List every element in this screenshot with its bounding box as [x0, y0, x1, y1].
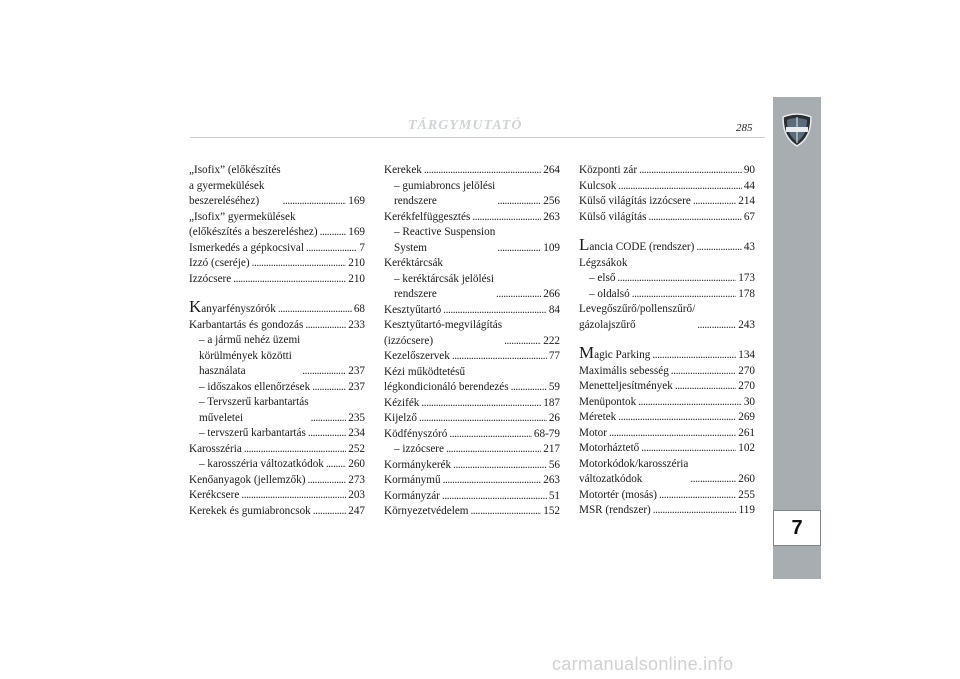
lancia-badge-icon: [781, 113, 813, 147]
index-entry-text: Kézifék: [384, 396, 420, 409]
index-entry-text: Kesztyűtartó-megvilágítás (izzócsere): [384, 319, 503, 347]
index-entry-text: Kormányzár: [384, 489, 440, 502]
dot-leader: [244, 442, 346, 458]
index-entry-page: 7: [359, 241, 365, 254]
index-entry: [189, 395, 365, 426]
index-entry-text: Külső világítás: [579, 210, 647, 223]
index-entry-page: 119: [738, 504, 755, 516]
dot-leader: [233, 272, 346, 288]
index-entry: [579, 163, 755, 179]
index-entry-page: 134: [738, 349, 755, 361]
dot-leader: [419, 411, 547, 427]
index-entry-text: Külső világítás izzócsere: [579, 195, 691, 207]
index-entry: [384, 473, 560, 489]
dot-leader: [424, 163, 541, 179]
dot-leader: [252, 256, 347, 272]
index-entry-text: Karosszéria: [189, 442, 242, 455]
dot-leader: [278, 302, 352, 318]
index-entry-page: 187: [543, 396, 560, 409]
index-entry: [579, 287, 755, 303]
index-entry-text: Légzsákok: [579, 256, 628, 269]
index-entry: [189, 297, 365, 318]
index-entry: [384, 396, 560, 412]
dot-leader: [496, 287, 541, 303]
index-entry-page: 214: [738, 195, 755, 207]
dot-leader: [311, 411, 347, 427]
index-entry-page: 178: [738, 287, 755, 300]
dot-leader: [638, 395, 742, 411]
dot-leader: [696, 240, 741, 256]
section-initial: L: [579, 235, 590, 254]
index-entry-text: Kerekek: [384, 164, 422, 176]
index-entry: [189, 163, 365, 210]
index-entry-page: 90: [743, 164, 755, 176]
index-entry-page: 84: [548, 303, 560, 316]
index-entry: [579, 395, 755, 411]
dot-leader: [449, 427, 532, 443]
index-entry-page: 237: [348, 365, 365, 377]
index-entry: [579, 379, 755, 395]
index-entry-page: 263: [543, 474, 560, 486]
index-entry-text: Kijelző: [384, 412, 417, 424]
index-entry: [579, 256, 755, 272]
index-entry-text: Kormánykerék: [384, 458, 452, 471]
index-entry: [384, 427, 560, 443]
index-entry-text: Központi zár: [579, 164, 638, 176]
index-entry-text: Ködfényszóró: [384, 427, 448, 440]
index-entry: [189, 210, 365, 241]
index-entry: [189, 318, 365, 334]
index-entry: [384, 303, 560, 319]
index-entry: [579, 302, 755, 333]
index-entry-text: – oldalsó: [589, 287, 630, 300]
index-entry-text: – tervszerű karbantartás: [199, 427, 306, 439]
dot-leader: [618, 410, 736, 426]
index-entry-page: 233: [348, 318, 365, 331]
dot-leader: [690, 472, 736, 488]
index-entry-text: Maximális sebesség: [579, 364, 669, 377]
index-entry-page: 263: [543, 210, 560, 223]
index-entry-text: – a jármű nehéz üzemi körülmények közötti használata: [199, 334, 301, 377]
index-entry-page: 243: [738, 318, 755, 331]
header-divider: [190, 137, 765, 138]
index-entry-text: Kulcsok: [579, 179, 617, 192]
index-entry: [189, 256, 365, 272]
index-column-1: [189, 163, 365, 519]
index-column-2: [384, 163, 560, 520]
index-entry: [579, 194, 755, 210]
dot-leader: [446, 442, 541, 458]
index-entry-page: 260: [738, 473, 755, 485]
dot-leader: [511, 380, 547, 396]
index-entry-text: Környezetvédelem: [384, 505, 469, 517]
dot-leader: [497, 241, 541, 257]
index-entry-text: MSR (rendszer): [579, 504, 651, 516]
index-entry: [579, 343, 755, 364]
index-entry: [384, 504, 560, 520]
index-entry-page: 67: [743, 210, 755, 223]
index-entry-text: Motorkódok/karosszéria változatkódok: [579, 457, 689, 485]
index-entry: [384, 442, 560, 458]
index-entry: [384, 210, 560, 226]
index-entry-page: 169: [348, 195, 365, 207]
index-entry-text: – első: [589, 272, 616, 284]
index-entry-page: 102: [738, 442, 755, 454]
index-entry-text: Menetteljesítmények: [579, 380, 673, 392]
index-entry-page: 270: [738, 380, 755, 392]
index-entry-text: – gumiabroncs jelölési rendszere: [394, 179, 496, 207]
dot-leader: [442, 489, 547, 505]
dot-leader: [326, 457, 346, 473]
index-entry-page: 217: [543, 443, 560, 455]
index-entry-text: – karosszéria változatkódok: [199, 458, 324, 470]
dot-leader: [308, 473, 347, 489]
dot-leader: [652, 348, 736, 364]
index-entry-page: 270: [738, 364, 755, 377]
dot-leader: [675, 379, 736, 395]
index-entry: [189, 473, 365, 489]
dot-leader: [472, 210, 541, 226]
dot-leader: [653, 503, 737, 519]
index-entry-text: Kerékcsere: [189, 489, 240, 501]
index-entry-text: Kesztyűtartó: [384, 303, 442, 316]
index-entry-page: 237: [348, 380, 365, 393]
index-entry: [579, 210, 755, 226]
dot-leader: [308, 426, 346, 442]
dot-leader: [241, 488, 346, 504]
index-entry-page: 173: [738, 272, 755, 284]
dot-leader: [283, 194, 347, 210]
index-entry-page: 56: [548, 458, 560, 471]
index-entry: [384, 163, 560, 179]
index-entry-page: 260: [348, 458, 365, 470]
index-column-3: [579, 163, 755, 519]
index-entry: [384, 349, 560, 365]
index-entry-page: 264: [543, 164, 560, 176]
dot-leader: [609, 426, 736, 442]
dot-leader: [632, 287, 737, 303]
dot-leader: [306, 241, 357, 257]
dot-leader: [312, 380, 346, 396]
index-entry-page: 247: [348, 504, 365, 517]
index-entry-text: Ismerkedés a gépkocsival: [189, 241, 304, 254]
index-entry: [384, 489, 560, 505]
section-initial: M: [579, 343, 595, 362]
watermark-text: carmanualsonline.info: [552, 654, 734, 674]
chapter-sidebar: [773, 97, 821, 579]
dot-leader: [697, 318, 736, 334]
section-initial: K: [189, 297, 202, 316]
page-number: 285: [736, 122, 753, 134]
index-entry: [189, 272, 365, 288]
index-entry: [579, 410, 755, 426]
index-entry: [579, 488, 755, 504]
index-entry: [189, 488, 365, 504]
index-entry-text: Lancia CODE (rendszer): [579, 235, 695, 254]
chapter-number: 7: [773, 510, 821, 546]
index-entry: [384, 272, 560, 303]
index-entry-text: Karbantartás és gondozás: [189, 318, 304, 331]
index-entry-text: Keréktárcsák: [384, 257, 444, 269]
index-entry: [189, 333, 365, 380]
index-entry: [384, 411, 560, 427]
index-entry-page: 273: [348, 473, 365, 486]
index-entry-page: 77: [548, 350, 560, 362]
index-entry: [189, 426, 365, 442]
index-entry: [579, 426, 755, 442]
index-entry-page: 68-79: [533, 427, 560, 440]
index-entry-text: Levegőszűrő/pollenszűrő/ gázolajszűrő: [579, 303, 696, 331]
index-entry-page: 203: [348, 489, 365, 501]
index-entry-text: Magic Parking: [579, 343, 651, 362]
index-entry-page: 109: [543, 241, 560, 254]
index-entry-page: 44: [743, 179, 755, 192]
index-entry-text: Kezelőszervek: [384, 350, 450, 362]
index-entry: [579, 457, 755, 488]
index-entry-page: 210: [348, 272, 365, 285]
index-entry-page: 51: [548, 489, 560, 502]
dot-leader: [618, 179, 742, 195]
dot-leader: [497, 194, 541, 210]
index-entry-page: 152: [543, 505, 560, 517]
index-entry-text: Kézi működtetésű légkondicionáló berendezés: [384, 365, 509, 393]
dot-leader: [641, 441, 736, 457]
index-entry: [189, 457, 365, 473]
index-entry: [189, 241, 365, 257]
index-entry-text: Kormánymű: [384, 474, 441, 486]
index-entry-text: – izzócsere: [394, 443, 444, 455]
index-entry-page: 235: [348, 411, 365, 424]
index-entry-text: Kerékfelfüggesztés: [384, 210, 471, 223]
index-entry: [579, 179, 755, 195]
index-entry-page: 169: [348, 226, 365, 238]
index-entry-page: 68: [353, 303, 365, 315]
dot-leader: [443, 473, 542, 489]
index-entry-text: – keréktárcsák jelölési rendszere: [394, 272, 495, 300]
index-entry-page: 234: [348, 427, 365, 439]
dot-leader: [452, 349, 547, 365]
index-entry-text: Kerekek és gumiabroncsok: [189, 504, 311, 517]
dot-leader: [443, 303, 547, 319]
dot-leader: [504, 334, 541, 350]
index-entry-page: 43: [743, 241, 755, 253]
index-entry-page: 26: [548, 412, 560, 424]
index-entry: [384, 365, 560, 396]
index-entry-text: Kanyarfényszórók: [189, 297, 276, 316]
index-entry-page: 255: [738, 488, 755, 501]
index-entry: [579, 235, 755, 256]
dot-leader: [648, 210, 741, 226]
index-entry-text: „Isofix” gyermekülések (előkészítés a beszereléshez): [189, 210, 318, 238]
index-entry-text: Motor: [579, 426, 607, 439]
dot-leader: [471, 504, 542, 520]
dot-leader: [305, 318, 346, 334]
dot-leader: [639, 163, 742, 179]
dot-leader: [617, 271, 736, 287]
index-entry: [189, 504, 365, 520]
index-title: TÁRGYMUTATÓ: [408, 118, 523, 133]
index-entry-page: 256: [543, 195, 560, 207]
index-entry: [189, 442, 365, 458]
index-entry-page: 59: [548, 381, 560, 393]
index-entry-page: 252: [348, 442, 365, 455]
index-entry-page: 222: [543, 334, 560, 347]
index-entry-text: – Tervszerű karbantartás műveletei: [199, 396, 309, 424]
dot-leader: [421, 396, 541, 412]
index-entry: [384, 318, 560, 349]
dot-leader: [671, 364, 736, 380]
index-entry-text: „Isofix” (előkészítés a gyermekülések beszereléséhez): [189, 164, 281, 207]
index-entry-text: Kenőanyagok (jellemzők): [189, 473, 306, 486]
index-entry-text: Izzó (cseréje): [189, 257, 250, 269]
dot-leader: [659, 488, 736, 504]
index-entry: [579, 441, 755, 457]
dot-leader: [313, 504, 346, 520]
index-entry-page: 210: [348, 257, 365, 269]
index-entry: [384, 256, 560, 272]
index-entry: [579, 364, 755, 380]
index-entry-text: – Reactive Suspension System: [394, 226, 496, 254]
index-entry: [384, 225, 560, 256]
index-entry: [579, 271, 755, 287]
index-entry-text: Izzócsere: [189, 272, 232, 285]
dot-leader: [320, 225, 347, 241]
index-entry-text: Motortér (mosás): [579, 488, 657, 501]
index-entry-text: Méretek: [579, 411, 617, 423]
index-entry-page: 269: [738, 411, 755, 423]
dot-leader: [693, 194, 736, 210]
index-entry-page: 266: [543, 288, 560, 300]
index-entry-page: 30: [743, 395, 755, 408]
index-entry-text: Menüpontok: [579, 395, 637, 408]
index-entry-text: Motorháztető: [579, 442, 640, 454]
index-entry-text: – időszakos ellenőrzések: [199, 380, 311, 393]
index-entry: [189, 380, 365, 396]
index-entry: [384, 458, 560, 474]
index-entry-page: 261: [738, 426, 755, 439]
dot-leader: [302, 364, 346, 380]
index-entry: [579, 503, 755, 519]
index-entry: [384, 179, 560, 210]
dot-leader: [453, 458, 547, 474]
